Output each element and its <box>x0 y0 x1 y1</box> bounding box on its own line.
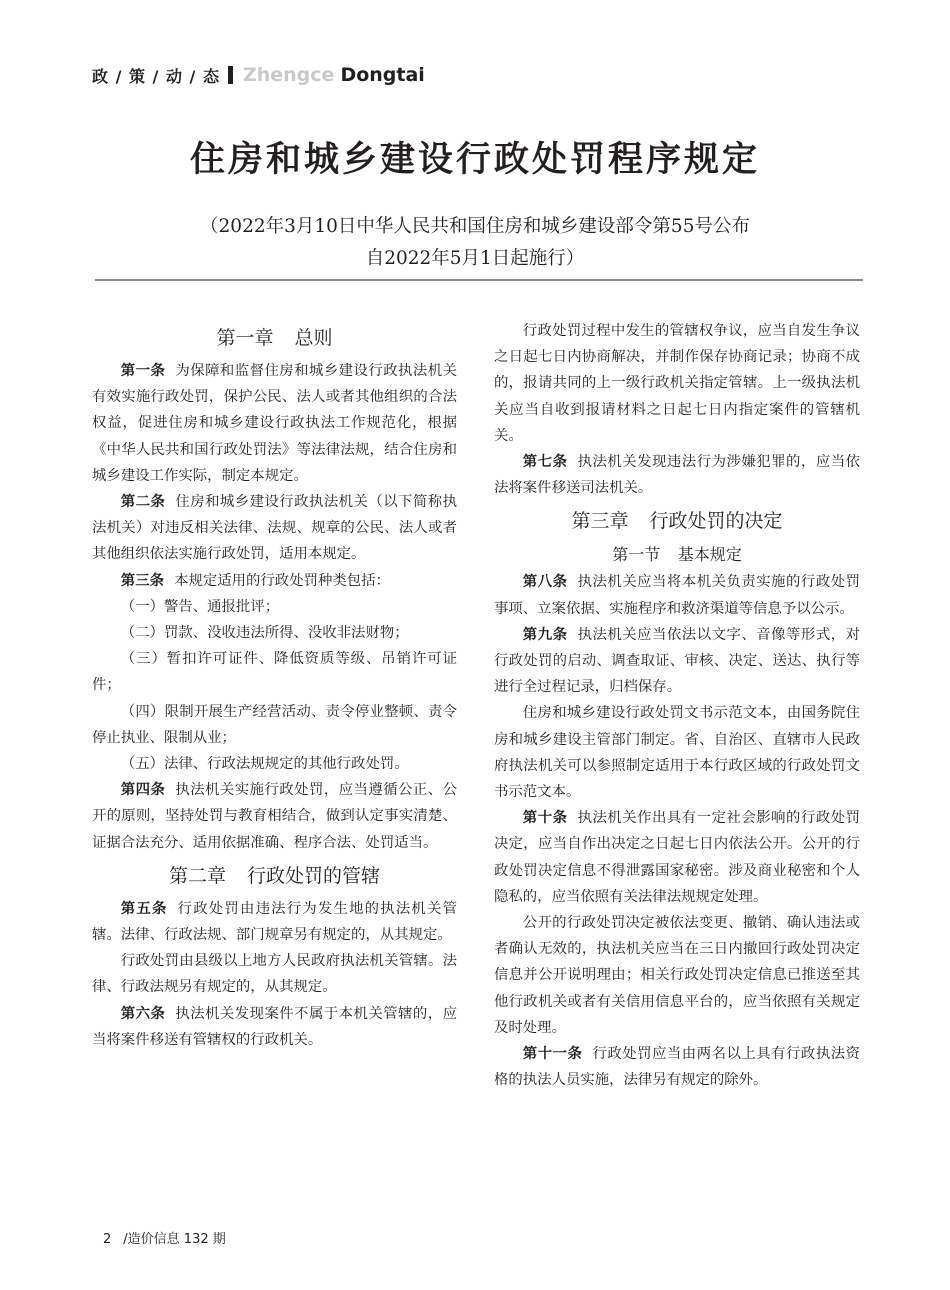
article-label: 第十条 <box>522 810 568 827</box>
article-11 <box>494 1041 860 1093</box>
chapter-title: 行政处罚的决定 <box>649 510 783 533</box>
paragraph: 行政处罚过程中发生的管辖权争议，应当自发生争议之日起七日内协商解决，并制作保存协商记录；协商不成的，报请共同的上一级行政机关指定管辖。上一级执法机关应当自收到报请材料之日起七日内指定案件的管辖机关。 <box>494 323 860 444</box>
article-label: 第四条 <box>120 782 166 799</box>
section-name-en-dark: Dongtai <box>340 64 425 86</box>
article-9 <box>494 622 860 701</box>
chapter-number: 第一章 <box>216 327 274 349</box>
subtitle-line-1: （2022年3月10日中华人民共和国住房和城乡建设部令第55号公布 <box>200 216 750 237</box>
article-2 <box>92 489 457 568</box>
article-label: 第八条 <box>522 574 568 591</box>
article-text: 执法机关发现案件不属于本机关管辖的，应当将案件移送有管辖权的行政机关。 <box>92 1005 457 1048</box>
article-label: 第一条 <box>120 363 166 379</box>
article-label: 第六条 <box>120 1005 166 1022</box>
article-text: 执法机关发现违法行为涉嫌犯罪的，应当依法将案件移送司法机关。 <box>494 454 860 497</box>
article-label: 第十一条 <box>522 1046 583 1063</box>
article-text: 住房和城乡建设行政执法机关（以下简称执法机关）对违反相关法律、法规、规章的公民、法人或者其他组织依法实施行政处罚，适用本规定。 <box>92 494 457 563</box>
section-name-en-light: Zhengce <box>242 64 335 86</box>
section-header <box>92 60 425 90</box>
subtitle-line-2: 自2022年5月1日起施行） <box>365 248 585 269</box>
chapter-number: 第二章 <box>169 864 227 887</box>
section-name-cn: 政 / 策 / 动 / 态 <box>92 66 220 86</box>
list-item: （一）警告、通报批评； <box>120 598 280 615</box>
left-column <box>92 318 457 1053</box>
publication-name: /造价信息 132 期 <box>123 1232 226 1247</box>
page-number: 2 <box>103 1232 112 1247</box>
article-text: 执法机关应当依法以文字、音像等形式，对行政处罚的启动、调查取证、审核、决定、送达、执行等进行全过程记录，归档保存。 <box>494 626 860 696</box>
header-divider-bar <box>228 66 233 84</box>
chapter-title: 总则 <box>294 327 333 349</box>
article-label: 第七条 <box>522 454 568 471</box>
section-number: 第一节 <box>612 545 661 565</box>
article-label: 第三条 <box>120 572 164 589</box>
article-6 <box>92 1001 457 1053</box>
document-title: 住房和城乡建设行政处罚程序规定 <box>189 140 760 180</box>
article-8 <box>494 569 860 621</box>
chapter-heading-1 <box>92 318 457 358</box>
right-column <box>494 318 860 1093</box>
article-text: 执法机关应当将本机关负责实施的行政处罚事项、立案依据、实施程序和救济渠道等信息予以公示。 <box>494 574 860 617</box>
chapter-heading-3 <box>494 501 860 541</box>
article-text: 执法机关作出具有一定社会影响的行政处罚决定，应当自作出决定之日起七日内依法公开。公开的行政处罚决定信息不得泄露国家秘密。涉及商业秘密和个人隐私的，应当依照有关法律法规规定处理。 <box>494 810 860 905</box>
chapter-number: 第三章 <box>571 510 629 533</box>
article-7 <box>494 449 860 501</box>
paragraph: 行政处罚由县级以上地方人民政府执法机关管辖。法律、行政法规另有规定的，从其规定。 <box>92 953 457 996</box>
article-text: 为保障和监督住房和城乡建设行政执法机关有效实施行政处罚，保护公民、法人或者其他组织的合法权益，促进住房和城乡建设行政执法工作规范化，根据《中华人民共和国行政处罚法》等法律法规，结合住房和城乡建设工作实际，制定本规定。 <box>92 363 457 484</box>
chapter-heading-2 <box>92 856 457 896</box>
article-label: 第二条 <box>120 494 166 511</box>
article-text: 行政处罚应当由两名以上具有行政执法资格的执法人员实施，法律另有规定的除外。 <box>494 1046 860 1089</box>
article-text: 执法机关实施行政处罚，应当遵循公正、公开的原则，坚持处罚与教育相结合，做到认定事实清楚、证据合法充分、适用依据准确、程序合法、处罚适当。 <box>92 782 457 851</box>
paragraph: 住房和城乡建设行政处罚文书示范文本，由国务院住房和城乡建设主管部门制定。省、自治区、直辖市人民政府执法机关可以参照制定适用于本行政区域的行政处罚文书示范文本。 <box>494 705 860 801</box>
section-heading-1 <box>494 541 860 569</box>
page-footer <box>103 1228 226 1247</box>
paragraph: 公开的行政处罚决定被依法变更、撤销、确认违法或者确认无效的，执法机关应当在三日内撤回行政处罚决定信息并公开说明理由；相关行政处罚决定信息已推送至其他行政机关或者有关信用信息平台的，应当依照有关规定及时处理。 <box>494 915 860 1036</box>
list-item: （四）限制开展生产经营活动、责令停业整顿、责令停止执业、限制从业； <box>92 703 457 746</box>
article-label: 第九条 <box>522 626 568 643</box>
article-text: 行政处罚由违法行为发生地的执法机关管辖。法律、行政法规、部门规章另有规定的，从其规定。 <box>92 900 457 944</box>
article-5 <box>92 896 457 948</box>
article-10 <box>494 805 860 910</box>
section-title: 基本规定 <box>677 545 742 565</box>
article-4 <box>92 777 457 856</box>
list-item: （三）暂扣许可证件、降低资质等级、吊销许可证件； <box>92 651 457 694</box>
article-1 <box>92 358 457 489</box>
list-item: （二）罚款、没收违法所得、没收非法财物； <box>120 625 409 642</box>
article-text: 本规定适用的行政处罚种类包括： <box>174 572 390 589</box>
article-3 <box>92 568 457 594</box>
chapter-title: 行政处罚的管辖 <box>246 864 380 887</box>
title-rule <box>95 279 863 281</box>
list-item: （五）法律、行政法规规定的其他行政处罚。 <box>120 756 409 773</box>
article-label: 第五条 <box>120 900 168 917</box>
